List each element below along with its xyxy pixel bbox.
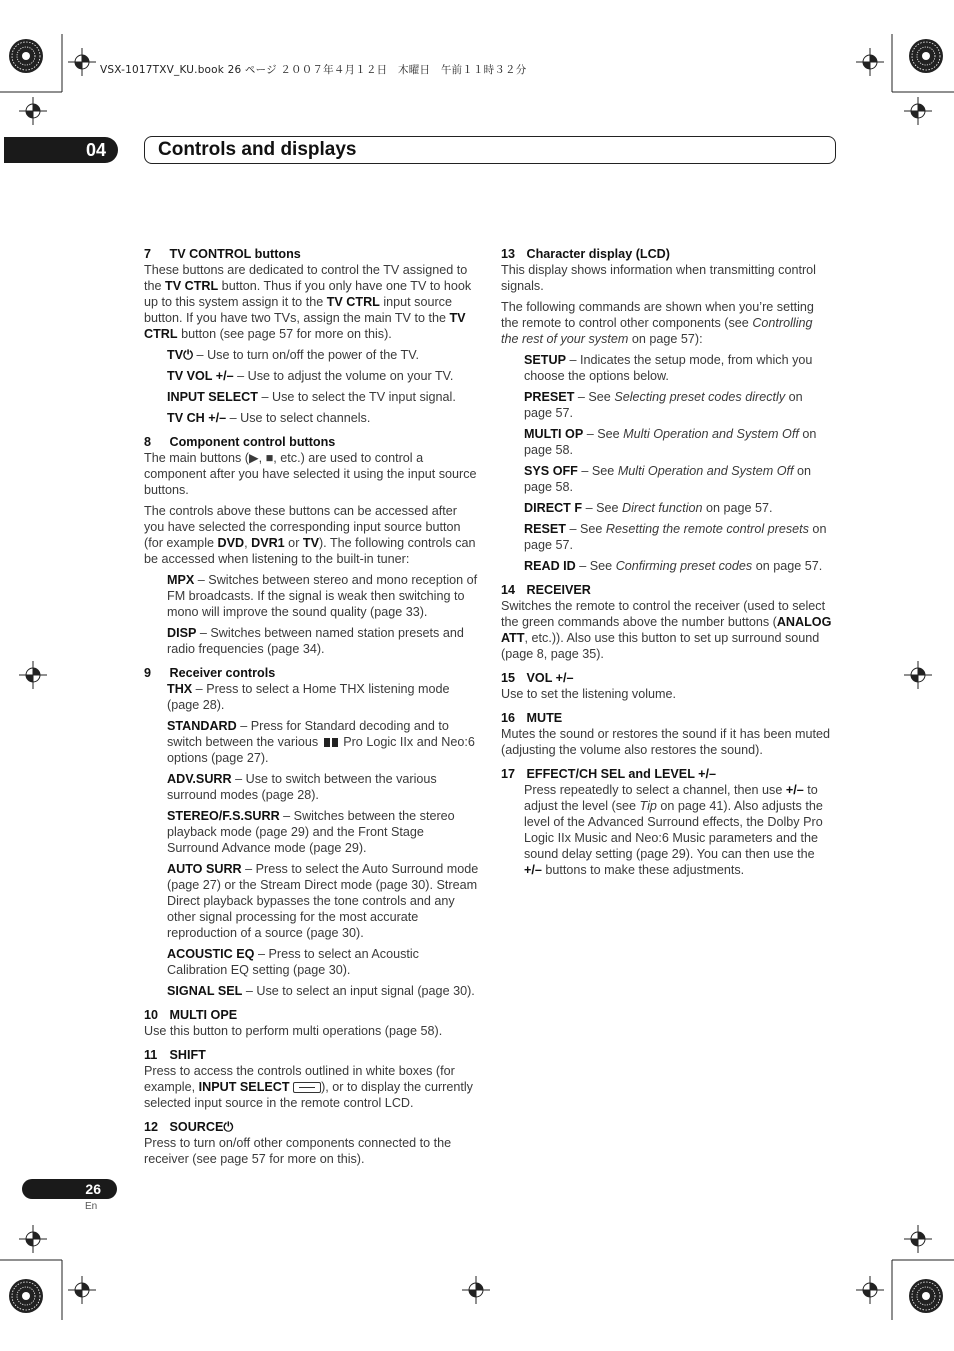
section-heading: 13 Character display (LCD) (501, 247, 670, 261)
input-select-key-icon (293, 1082, 321, 1093)
list-item: RESET – See Resetting the remote control presets on page 57. (524, 522, 827, 552)
section-heading: 11 SHIFT (144, 1048, 206, 1062)
paragraph: Press repeatedly to select a channel, then use +/– to adjust the level (see Tip on page 41). Also adjusts the level of the Advanced Surround effects, the Dolby Pro Logic IIx Music and Neo:6 Music parameters and the sound delay setting (page 29). You can then use the +/– buttons to make these adjustments. (524, 783, 823, 877)
list-item: INPUT SELECT – Use to select the TV input signal. (167, 390, 456, 404)
section-heading: 10 MULTI OPE (144, 1008, 238, 1022)
section-heading: 7 TV CONTROL buttons (144, 247, 301, 261)
paragraph: The following commands are shown when you’re setting the remote to control other components (see Controlling the rest of your system on page 57): (501, 300, 814, 346)
list-item: ADV.SURR – Use to switch between the various surround modes (page 28). (167, 772, 437, 802)
page-number: 26 (85, 1181, 101, 1197)
paragraph: Use to set the listening volume. (501, 687, 677, 701)
section-heading: 17 EFFECT/CH SEL and LEVEL +/– (501, 767, 717, 781)
paragraph: Press to access the controls outlined in white boxes (for example, INPUT SELECT ), or to display the currently selected input source in the remote control LCD. (144, 1064, 473, 1110)
section-heading: 16 MUTE (501, 711, 563, 725)
print-header: VSX-1017TXV_KU.book 26 ページ ２００７年４月１２日 木曜日 午前１１時３２分 (100, 64, 527, 76)
language-code: En (85, 1201, 98, 1212)
page-number-tab (22, 1179, 117, 1199)
list-item: STANDARD – Press for Standard decoding and to switch between the various Pro Logic IIx and Neo:6 options (page 27). (167, 719, 475, 765)
section-heading: 9 Receiver controls (144, 666, 276, 680)
left-column (144, 246, 479, 1172)
section-heading: 12 SOURCE⏻ (144, 1120, 234, 1134)
list-item: AUTO SURR – Press to select the Auto Surround mode (page 27) or the Stream Direct mode (page 30). Stream Direct playback bypasses the tone controls and any other signal processing for the most accurate reproduction of a source (page 30). (167, 862, 479, 940)
section-heading: 14 RECEIVER (501, 583, 591, 597)
list-item: TV⏻ – Use to turn on/off the power of the TV. (167, 348, 419, 362)
list-item: SYS OFF – See Multi Operation and System Off on page 58. (524, 464, 812, 494)
chapter-title-box (144, 136, 836, 164)
list-item: SETUP – Indicates the setup mode, from which you choose the options below. (524, 353, 813, 383)
list-item: SIGNAL SEL – Use to select an input signal (page 30). (167, 984, 475, 998)
paragraph: The main buttons (▶, ■, etc.) are used to control a component after you have selected it using the input source buttons. (144, 451, 477, 497)
right-column (501, 246, 833, 883)
paragraph: These buttons are dedicated to control the TV assigned to the TV CTRL button. Thus if you only have one TV to hook up to this system assign it to the TV CTRL input source button. If you have two TVs, assign the main TV to the TV CTRL button (see page 57 for more on this). (144, 263, 472, 341)
paragraph: The controls above these buttons can be accessed after you have selected the corresponding input source button (for example DVD, DVR1 or TV). The following controls can be accessed when listening to the built-in tuner: (144, 504, 476, 566)
section-heading: 15 VOL +/– (501, 671, 574, 685)
paragraph: This display shows information when transmitting control signals. (501, 263, 816, 293)
paragraph: Switches the remote to control the receiver (used to select the green commands above the number buttons (ANALOG ATT, etc.)). Also use this button to set up surround sound (page 8, page 35). (501, 599, 832, 661)
chapter-number-tab (4, 137, 118, 163)
paragraph: Press to turn on/off other components connected to the receiver (see page 57 for more on this). (144, 1136, 452, 1166)
list-item: TV CH +/– – Use to select channels. (167, 411, 371, 425)
list-item: STEREO/F.S.SURR – Switches between the stereo playback mode (page 29) and the Front Stage Surround Advance mode (page 29). (167, 809, 455, 855)
list-item: DISP – Switches between named station presets and radio frequencies (page 34). (167, 626, 464, 656)
chapter-title: Controls and displays (158, 139, 357, 160)
list-item: MPX – Switches between stereo and mono reception of FM broadcasts. If the signal is weak then switching to mono will improve the sound quality (page 33). (167, 573, 478, 619)
chapter-number: 04 (85, 139, 107, 160)
list-item: ACOUSTIC EQ – Press to select an Acoustic Calibration EQ setting (page 30). (167, 947, 419, 977)
list-item: READ ID – See Confirming preset codes on page 57. (524, 559, 823, 573)
paragraph: Mutes the sound or restores the sound if it has been muted (adjusting the volume also restores the sound). (501, 727, 831, 757)
list-item: PRESET – See Selecting preset codes directly on page 57. (524, 390, 803, 420)
list-item: THX – Press to select a Home THX listening mode (page 28). (167, 682, 450, 712)
list-item: TV VOL +/– – Use to adjust the volume on your TV. (167, 369, 454, 383)
dolby-double-d-icon (324, 738, 338, 747)
list-item: MULTI OP – See Multi Operation and System Off on page 58. (524, 427, 817, 457)
paragraph: Use this button to perform multi operations (page 58). (144, 1024, 443, 1038)
list-item: DIRECT F – See Direct function on page 57. (524, 501, 773, 515)
section-heading: 8 Component control buttons (144, 435, 336, 449)
